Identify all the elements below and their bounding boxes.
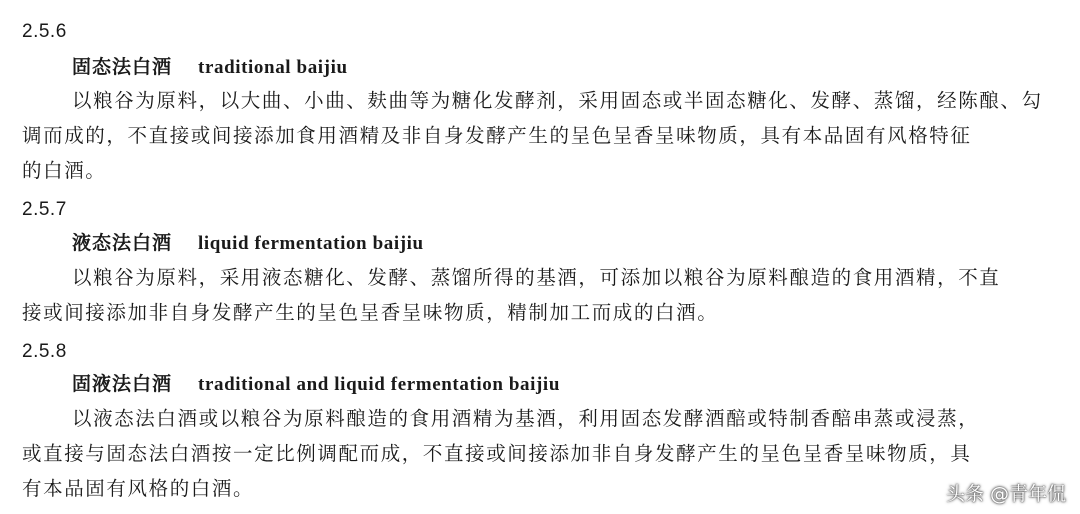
definition-line: 或直接与固态法白酒按一定比例调配而成，不直接或间接添加非自身发酵产生的呈色呈香呈味物质，具 [22,442,972,465]
definition-line: 调而成的，不直接或间接添加食用酒精及非自身发酵产生的呈色呈香呈味物质，具有本品固有风格特征 [22,124,972,147]
term-english: liquid fermentation baijiu [198,233,424,254]
term-heading [72,231,424,256]
section-number: 2.5.8 [22,341,67,362]
term-english: traditional baijiu [198,57,348,78]
term-chinese: 固态法白酒 [72,56,173,78]
definition-line: 以液态法白酒或以粮谷为原料酿造的食用酒精为基酒，利用固态发酵酒醅或特制香醅串蒸或浸蒸， [72,407,980,430]
term-chinese: 固液法白酒 [72,373,173,395]
definition-line: 以粮谷为原料，采用液态糖化、发酵、蒸馏所得的基酒，可添加以粮谷为原料酿造的食用酒精，不直 [72,266,1001,289]
term-heading [72,55,348,80]
term-english: traditional and liquid fermentation baijiu [198,374,560,395]
definition-line: 的白酒。 [22,159,107,182]
definition-line: 有本品固有风格的白酒。 [22,477,255,500]
section-number: 2.5.7 [22,199,67,220]
watermark-text: 头条 @青年侃 [945,483,1066,505]
term-heading [72,372,560,397]
definition-line: 接或间接添加非自身发酵产生的呈色呈香呈味物质，精制加工而成的白酒。 [22,301,719,324]
definition-line: 以粮谷为原料，以大曲、小曲、麸曲等为糖化发酵剂，采用固态或半固态糖化、发酵、蒸馏，经陈酿、勾 [72,89,1043,112]
section-number: 2.5.6 [22,21,67,42]
term-chinese: 液态法白酒 [72,232,173,254]
